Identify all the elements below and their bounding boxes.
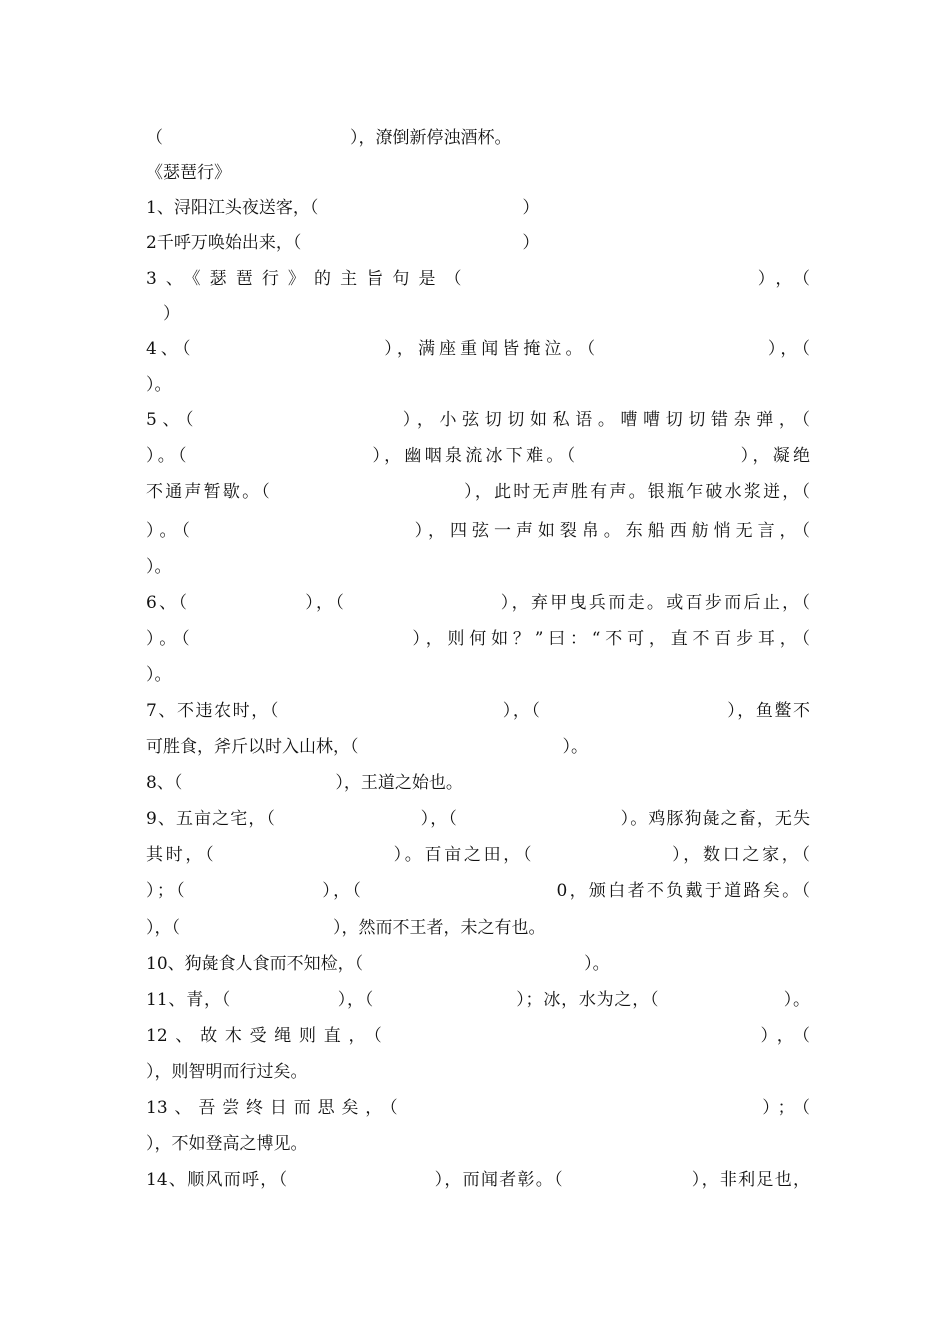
text-line: ）；（ ），（ 0，颁白者不负戴于道路矣。（ (146, 881, 810, 901)
text-line: 6、（ ），（ ），弃甲曳兵而走。或百步而后止，（ (146, 593, 810, 613)
text-line: 2千呼万唤始出来，（ ） (146, 233, 540, 253)
text-line: 3、《瑟琶行》的主旨句是（ ），（ (146, 269, 810, 289)
text-line: 14、顺风而呼，（ ），而闻者彰。（ ），非利足也， (146, 1170, 810, 1190)
text-line: （ ），潦倒新停浊酒杯。 (146, 128, 512, 148)
text-line: ）。 (146, 375, 172, 395)
text-line: 13、吾尝终日而思矣，（ ）；（ (146, 1098, 810, 1118)
text-line: 8、（ ），王道之始也。 (146, 773, 463, 793)
text-line: ）。 (146, 665, 172, 685)
text-line: ）。（ ），则何如？”曰：“不可，直不百步耳，（ (146, 629, 810, 649)
text-line: ），不如登高之博见。 (146, 1134, 308, 1154)
text-line: 其时，（ ）。百亩之田，（ ），数口之家，（ (146, 845, 810, 865)
text-line: 5、（ ），小弦切切如私语。嘈嘈切切错杂弹，（ (146, 410, 810, 430)
text-line: 12、故木受绳则直，（ ），（ (146, 1026, 810, 1046)
section-title: 《瑟琶行》 (146, 163, 231, 183)
text-line: ）。（ ），四弦一声如裂帛。东船西舫悄无言，（ (146, 521, 810, 541)
text-line: 7、不违农时，（ ），（ ），鱼鳖不 (146, 701, 810, 721)
text-line: ）。（ ），幽咽泉流冰下难。（ ），凝绝 (146, 446, 810, 466)
text-line: ），（ ），然而不王者，未之有也。 (146, 918, 546, 938)
text-line: ），则智明而行过矣。 (146, 1062, 308, 1082)
text-line: 1、浔阳江头夜送客，（ ） (146, 198, 540, 218)
text-line: 10、狗彘食人食而不知检，（ ）。 (146, 954, 610, 974)
text-line: ） (146, 304, 180, 324)
text-line: 不通声暂歇。（ ），此时无声胜有声。银瓶乍破水浆迸，（ (146, 482, 810, 502)
text-line: 11、青，（ ），（ ）；冰，水为之，（ ）。 (146, 990, 810, 1010)
text-line: 9、五亩之宅，（ ），（ ）。鸡豚狗彘之畜，无失 (146, 809, 810, 829)
text-line: 可胜食，斧斤以时入山林，（ ）。 (146, 737, 588, 757)
text-line: 4、（ ），满座重闻皆掩泣。（ ），（ (146, 339, 810, 359)
text-line: ）。 (146, 557, 172, 577)
